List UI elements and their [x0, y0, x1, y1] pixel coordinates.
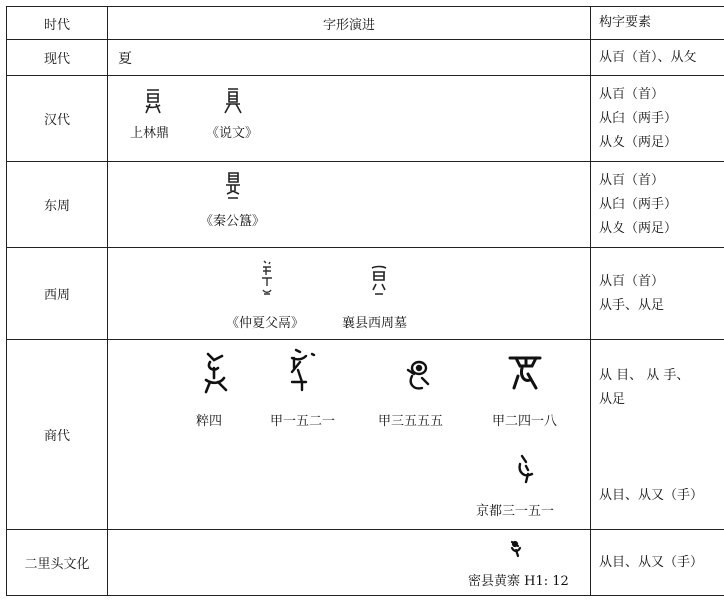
elements-cell	[591, 40, 724, 76]
xia-glyph-oracle3-icon	[400, 356, 434, 394]
glyph-label: 《说文》	[206, 126, 259, 141]
xia-glyph-oracle1-icon	[198, 350, 232, 396]
evolution-cell	[108, 162, 591, 248]
glyph-label: 粹四	[196, 414, 223, 429]
modern-character: 夏	[118, 50, 132, 67]
table-row	[7, 162, 724, 248]
table-row	[7, 530, 724, 596]
element-line: 从百（首）	[599, 273, 665, 289]
element-line: 从足	[599, 392, 626, 407]
table-row	[7, 340, 724, 530]
elements-cell	[591, 76, 724, 162]
element-line: 从 目、 从 手、	[599, 368, 690, 383]
element-line: 从目、从又（手）	[599, 488, 704, 503]
xia-glyph-erlitou-icon	[506, 536, 526, 560]
xia-glyph-oracle2-icon	[282, 346, 318, 394]
element-line: 从目、从又（手）	[599, 554, 704, 570]
element-line: 从臼（两手）	[599, 110, 678, 126]
elements-cell	[591, 248, 724, 340]
element-line: 从手、从足	[599, 297, 665, 313]
evolution-cell	[108, 40, 591, 76]
header-elements: 构字要素	[591, 7, 724, 40]
xia-glyph-bronze2-icon	[364, 264, 394, 300]
xia-glyph-bronze-icon	[252, 258, 282, 298]
evolution-cell	[108, 340, 591, 530]
xia-glyph-oracle5-icon	[514, 452, 538, 486]
xia-glyph-shuowen-icon	[218, 86, 248, 116]
era-cell: 二里头文化	[7, 530, 108, 596]
header-era: 时代	[7, 7, 108, 40]
glyph-label: 襄县西周墓	[342, 316, 408, 331]
table-row	[7, 40, 724, 76]
elements-cell	[591, 340, 724, 530]
era-cell: 西周	[7, 248, 108, 340]
element-line: 从夊（两足）	[599, 220, 678, 236]
evolution-cell	[108, 248, 591, 340]
era-cell: 东周	[7, 162, 108, 248]
header-row	[7, 7, 724, 40]
evolution-cell	[108, 76, 591, 162]
elements-cell	[591, 162, 724, 248]
era-cell: 现代	[7, 40, 108, 76]
xia-glyph-qin-icon	[218, 170, 248, 200]
xia-glyph-oracle4-icon	[506, 352, 546, 394]
evolution-cell	[108, 530, 591, 596]
table-row	[7, 76, 724, 162]
element-line: 从百（首）	[599, 172, 665, 188]
header-evolution: 字形演进	[108, 7, 591, 40]
element-line: 从百（首）	[599, 86, 665, 102]
element-line: 从百（首）、从攵	[599, 49, 697, 65]
glyph-label: 甲一五二一	[270, 414, 336, 429]
elements-cell	[591, 530, 724, 596]
glyph-label: 上林鼎	[130, 126, 170, 141]
glyph-label: 《仲夏父鬲》	[226, 316, 305, 331]
era-cell: 商代	[7, 340, 108, 530]
era-cell: 汉代	[7, 76, 108, 162]
table-row	[7, 248, 724, 340]
glyph-label: 密县黄寨 H1: 12	[468, 574, 569, 589]
element-line: 从臼（两手）	[599, 196, 678, 212]
glyph-label: 甲三五五五	[378, 414, 444, 429]
glyph-label: 京都三一五一	[476, 504, 555, 519]
glyph-evolution-table	[6, 6, 724, 596]
xia-glyph-seal-icon	[138, 86, 168, 116]
element-line: 从夊（两足）	[599, 134, 678, 150]
glyph-label: 甲二四一八	[492, 414, 558, 429]
glyph-label: 《秦公簋》	[200, 214, 266, 229]
